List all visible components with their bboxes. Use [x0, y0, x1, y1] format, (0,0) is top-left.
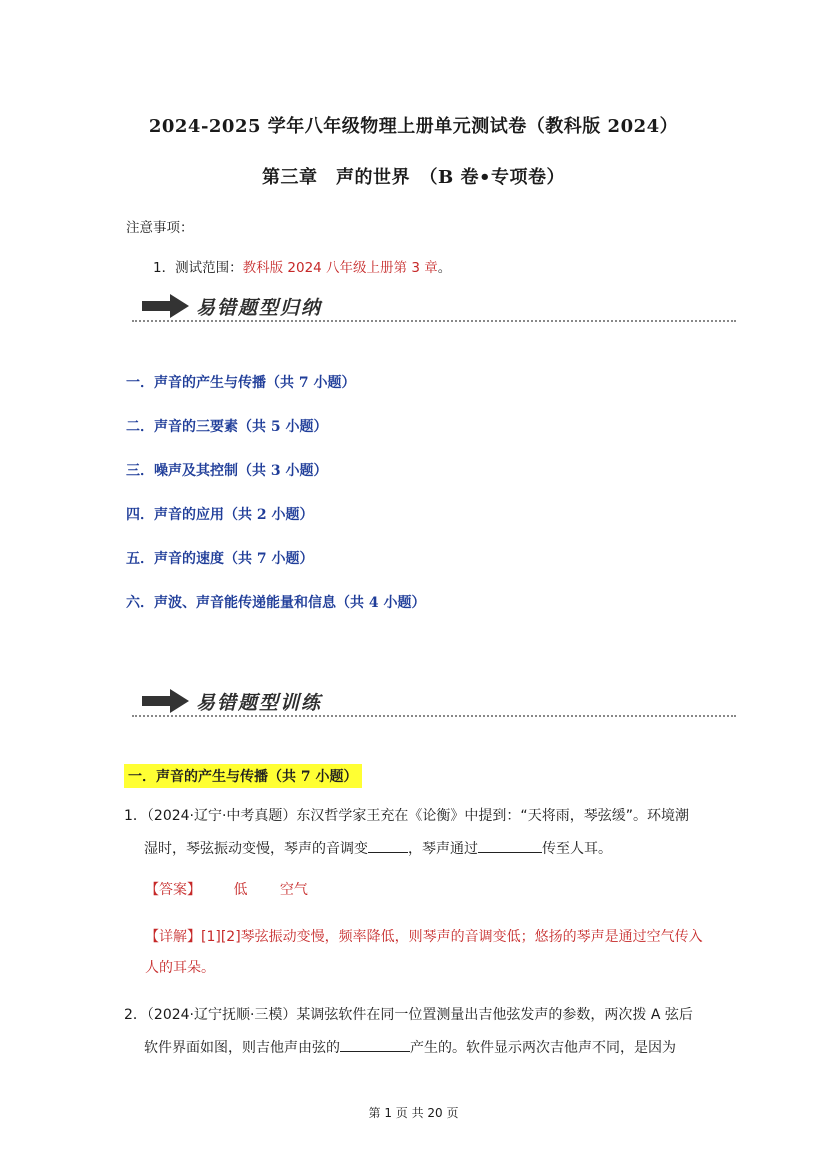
question-text: 湿时，琴弦振动变慢，琴声的音调变 [144, 841, 368, 857]
summary-banner [132, 289, 736, 325]
section-heading: 一．声音的产生与传播（共 7 小题） [124, 764, 362, 788]
arrow-icon [142, 688, 190, 714]
question-text: 产生的。软件显示两次吉他声不同，是因为 [410, 1040, 676, 1056]
explanation-label: 【详解】 [145, 929, 201, 945]
topic-item: 三．噪声及其控制（共 3 小题） [126, 463, 328, 479]
arrow-icon [142, 293, 190, 319]
divider [132, 320, 736, 322]
topic-item: 一．声音的产生与传播（共 7 小题） [126, 375, 356, 391]
question-text: 传至人耳。 [542, 841, 612, 857]
scope-prefix: 1．测试范围： [153, 260, 243, 276]
page-footer: 第 1 页 共 20 页 [368, 1106, 459, 1120]
topic-item: 四．声音的应用（共 2 小题） [126, 507, 314, 523]
answer-blank [368, 838, 408, 853]
topic-item: 六．声波、声音能传递能量和信息（共 4 小题） [126, 595, 426, 611]
answer-value: 空气 [279, 882, 308, 898]
question-1-line2 [124, 833, 714, 866]
question-text: 软件界面如图，则吉他声由弦的 [144, 1040, 340, 1056]
training-banner-title: 易错题型训练 [196, 692, 323, 714]
notice-label: 注意事项： [126, 220, 194, 236]
scope-value: 教科版 2024 八年级上册第 3 章 [242, 260, 438, 276]
question-2 [124, 999, 714, 1065]
topic-item: 五．声音的速度（共 7 小题） [126, 551, 314, 567]
question-1 [124, 800, 714, 866]
scope-suffix: 。 [437, 260, 452, 276]
answer-row [145, 879, 336, 899]
document-title: 2024-2025 学年八年级物理上册单元测试卷（教科版 2024） [148, 116, 679, 137]
answer-label: 【答案】 [145, 882, 201, 898]
question-2-line1: 2．（2024·辽宁抚顺·三模）某调弦软件在同一位置测量出吉他弦发声的参数，两次拨 A 弦后 [124, 1007, 693, 1023]
explanation [145, 922, 715, 984]
question-1-line1: 1．（2024·辽宁·中考真题）东汉哲学家王充在《论衡》中提到：“天将雨，琴弦缓”。环境潮 [124, 808, 689, 824]
answer-blank [340, 1037, 410, 1052]
test-scope [153, 256, 451, 276]
summary-banner-title: 易错题型归纳 [196, 297, 323, 319]
divider [132, 715, 736, 717]
document-subtitle: 第三章 声的世界 （B 卷•专项卷） [262, 167, 565, 188]
question-2-line2 [124, 1032, 714, 1065]
answer-blank [478, 838, 542, 853]
topic-item: 二．声音的三要素（共 5 小题） [126, 419, 328, 435]
answer-value: 低 [233, 882, 248, 898]
training-banner [132, 684, 736, 720]
explanation-text: [1][2]琴弦振动变慢，频率降低，则琴声的音调变低；悠扬的琴声是通过空气传入人的耳朵。 [145, 929, 703, 976]
question-text: ，琴声通过 [408, 841, 478, 857]
